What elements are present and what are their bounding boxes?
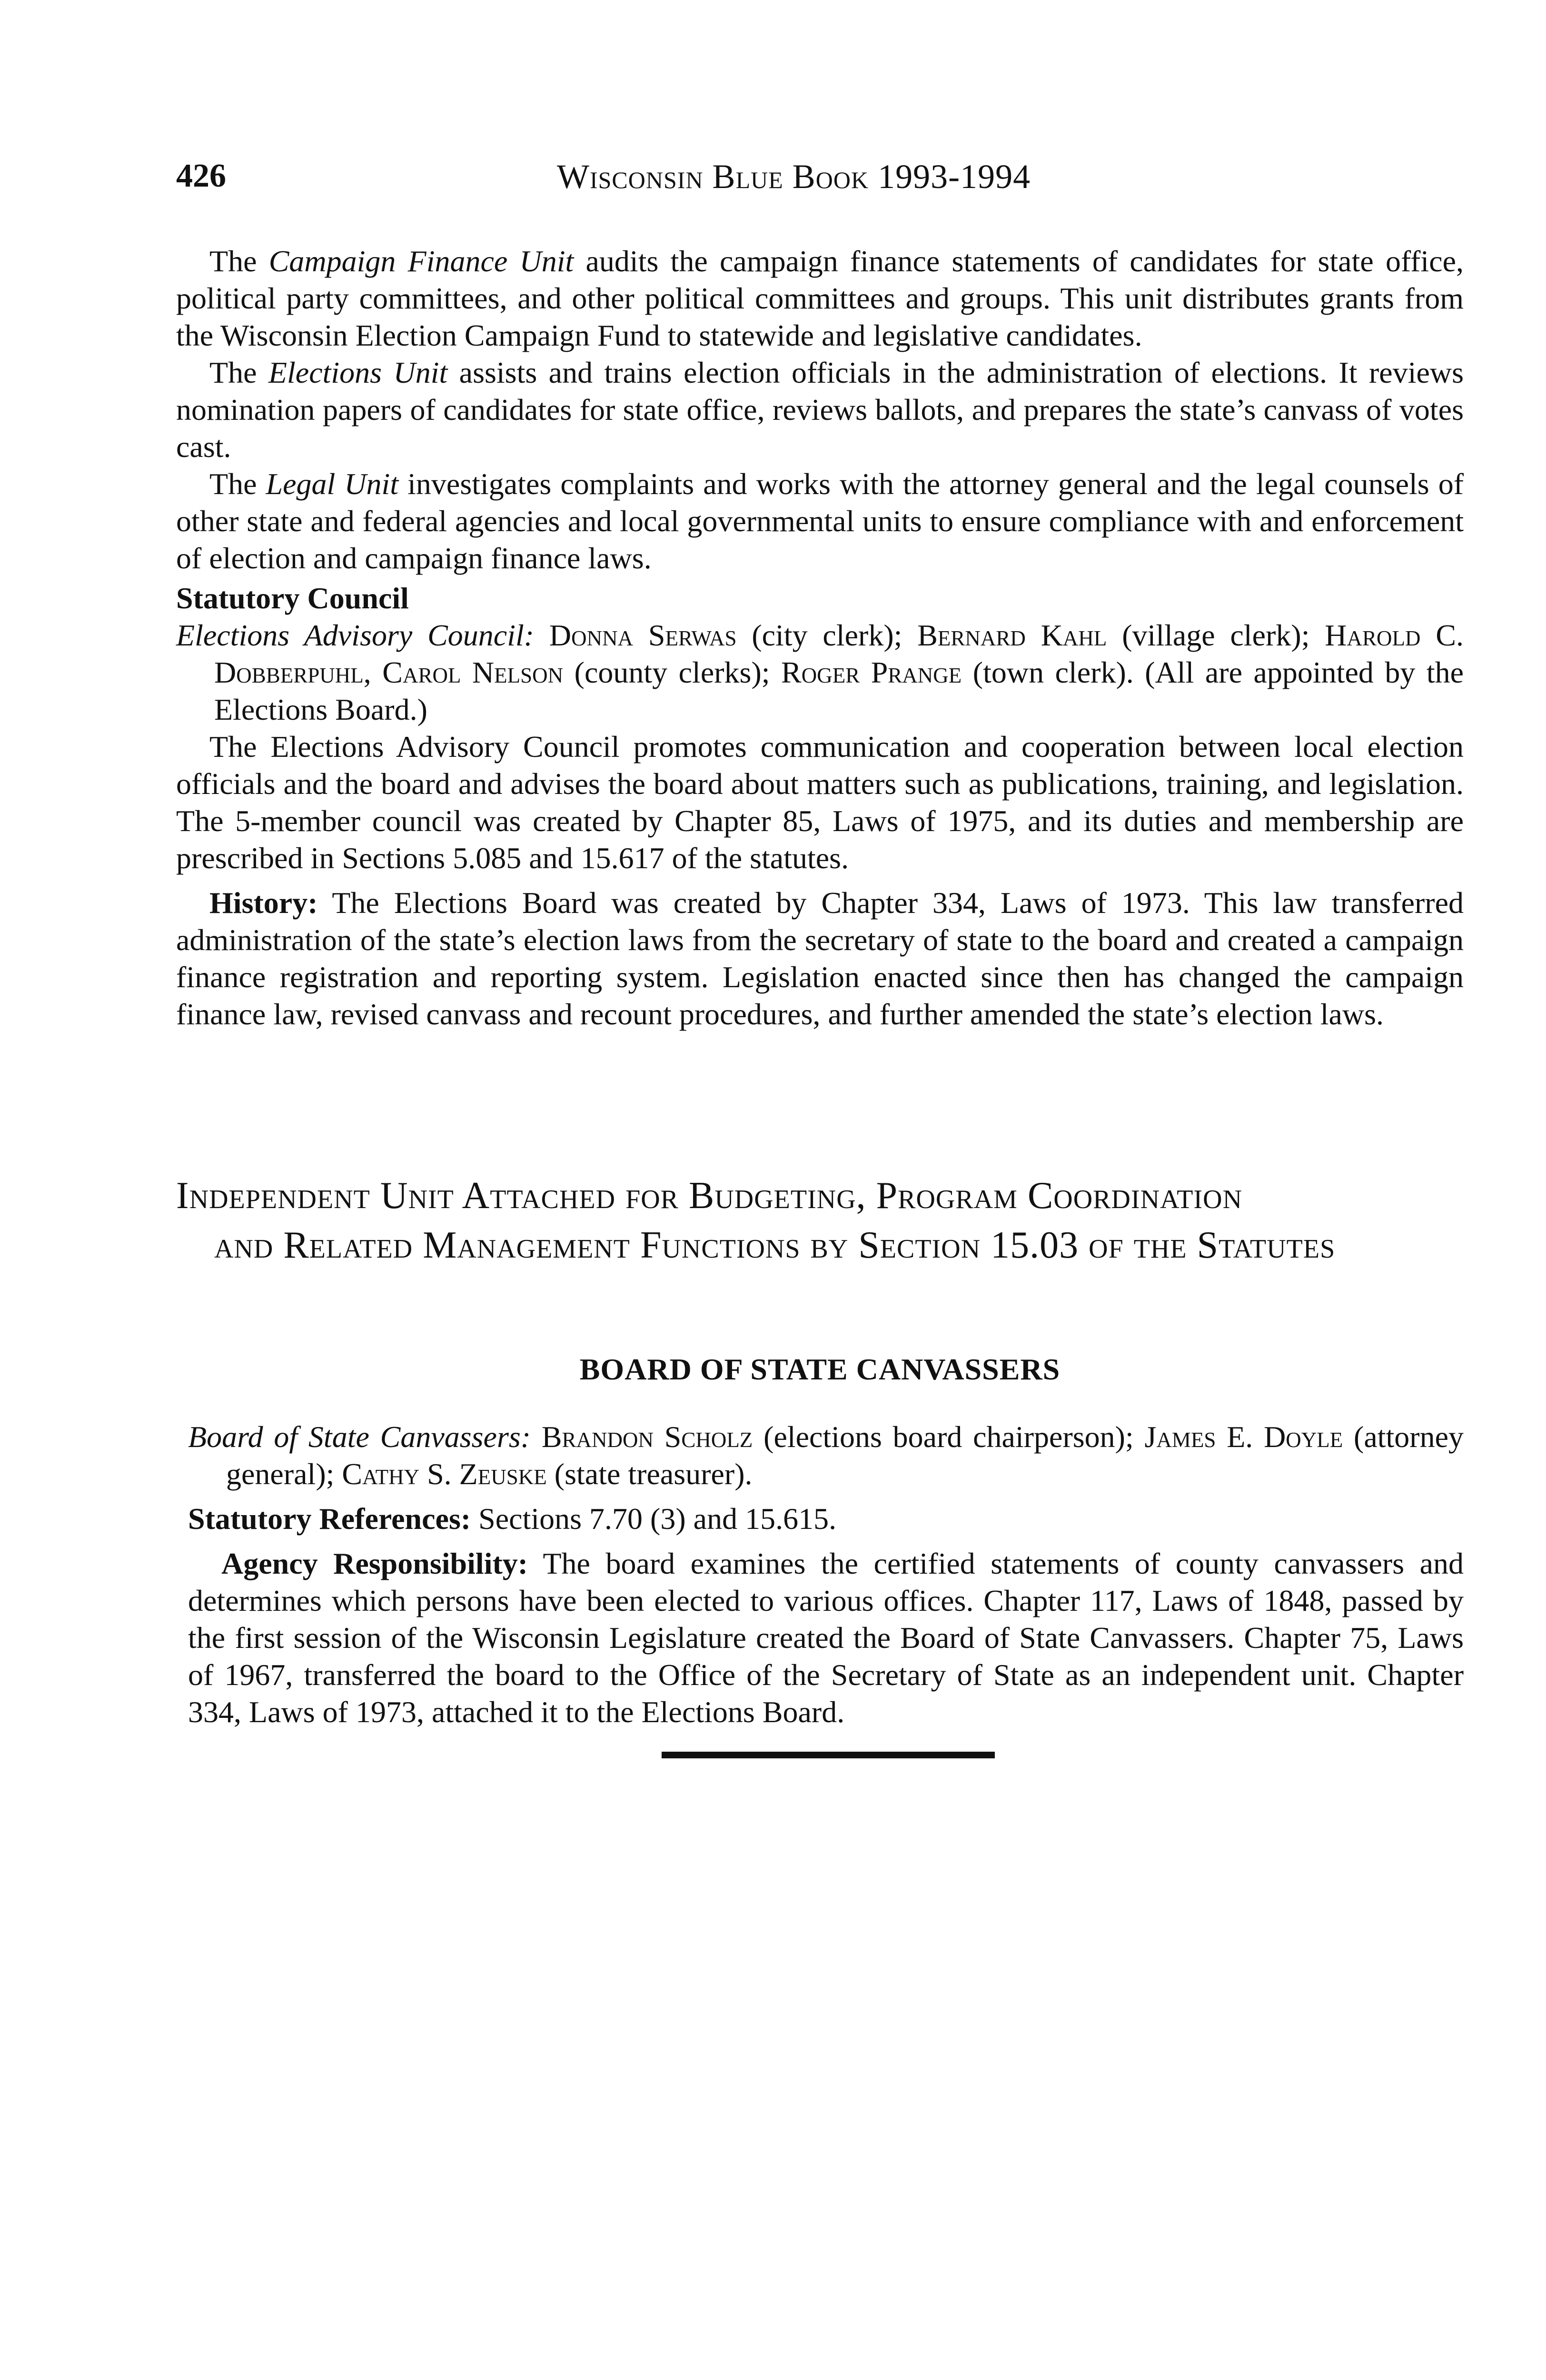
campaign-finance-unit-name: Campaign Finance Unit (268, 244, 574, 278)
advisory-council-members: Elections Advisory Council: Donna Serwas (city clerk); Bernard Kahl (village clerk); Harold C. Dobberpuhl, Carol Nelson (county clerks); Roger Prange (town clerk). (All are appointed by the Elections Board.) (176, 618, 1464, 726)
elections-board-units (176, 243, 1464, 1033)
member-name: Cathy S. Zeuske (342, 1457, 547, 1491)
end-rule (662, 1752, 995, 1758)
legal-unit-name: Legal Unit (266, 467, 399, 501)
agency-responsibility: Agency Responsibility: The board examines the certified statements of county canvassers and determines which persons have been elected to various offices. Chapter 117, Laws of 1848, passed by the first session of the Wisconsin Legislature created the Board of State Canvassers. Chapter 75, Laws of 1967, transferred the board to the Office of the Secretary of State as an independent unit. Chapter 334, Laws of 1973, attached it to the Elections Board. (188, 1547, 1464, 1729)
board-title: BOARD OF STATE CANVASSERS (579, 1352, 1060, 1386)
statutory-references: Statutory References: Sections 7.70 (3) and 15.615. (188, 1502, 837, 1536)
section-heading-line-2: and Related Management Functions by Section 15.03 of the Statutes (214, 1224, 1336, 1266)
page-number: 426 (176, 158, 226, 194)
member-name: Carol Nelson (382, 655, 564, 689)
advisory-council-label: Elections Advisory Council: (176, 618, 535, 652)
council-description-paragraph: The Elections Advisory Council promotes communication and cooperation between local election officials and the board and advises the board about matters such as publications, training, and legislation. The 5-member council was created by Chapter 85, Laws of 1975, and its duties and membership are prescribed in Sections 5.085 and 15.617 of the statutes. (176, 730, 1464, 875)
statutory-council-heading: Statutory Council (176, 581, 409, 615)
history-paragraph: History: The Elections Board was created by Chapter 334, Laws of 1973. This law transferred administration of the state’s election laws from the secretary of state to the board and created a campaign finance registration and reporting system. Legislation enacted since then has changed the campaign finance law, revised canvass and recount procedures, and further amended the state’s election laws. (176, 886, 1464, 1031)
member-name: Bernard Kahl (917, 618, 1107, 652)
member-name: Donna Serwas (549, 618, 737, 652)
section-heading (176, 1171, 1464, 1270)
running-head: Wisconsin Blue Book 1993-1994 (557, 158, 1031, 196)
member-name: Harold C. Dobberpuhl (214, 618, 1464, 689)
statutory-references-label: Statutory References: (188, 1502, 471, 1536)
board-of-state-canvassers (188, 1418, 1464, 1731)
legal-unit-paragraph: The Legal Unit investigates complaints and works with the attorney general and the legal counsels of other state and federal agencies and local governmental units to ensure compliance with and enforcement of election and campaign finance laws. (176, 467, 1464, 575)
elections-unit-paragraph: The Elections Unit assists and trains election officials in the administration of elections. It reviews nomination papers of candidates for state office, reviews ballots, and prepares the state’s canvass of votes cast. (176, 356, 1464, 464)
section-heading-line-1: Independent Unit Attached for Budgeting, Program Coordination (176, 1175, 1243, 1217)
history-label: History: (209, 886, 318, 920)
elections-unit-name: Elections Unit (268, 356, 448, 389)
board-members-label: Board of State Canvassers: (188, 1420, 531, 1454)
member-name: Brandon Scholz (541, 1420, 753, 1454)
board-members: Board of State Canvassers: Brandon Scholz (elections board chairperson); James E. Doyle (attorney general); Cathy S. Zeuske (state treasurer). (188, 1420, 1464, 1491)
agency-responsibility-label: Agency Responsibility: (221, 1547, 528, 1580)
member-name: Roger Prange (781, 655, 962, 689)
page-header (176, 157, 1390, 209)
campaign-finance-paragraph: The Campaign Finance Unit audits the campaign finance statements of candidates for state office, political party committees, and other political committees and groups. This unit distributes grants from the Wisconsin Election Campaign Fund to statewide and legislative candidates. (176, 244, 1464, 352)
member-name: James E. Doyle (1144, 1420, 1343, 1454)
